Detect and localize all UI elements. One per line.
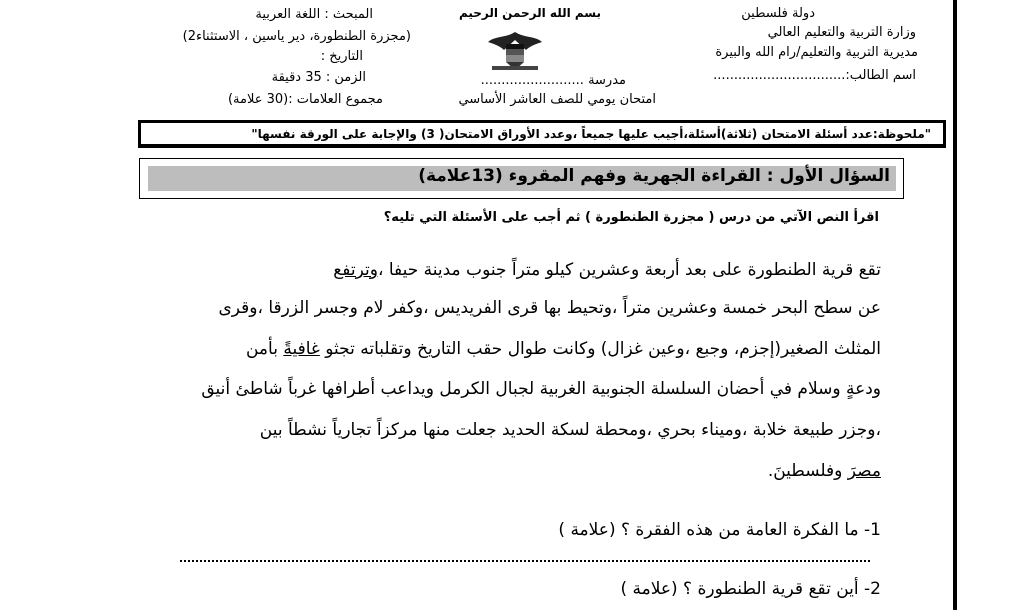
header-marks: مجموع العلامات :(30 علامة) <box>227 92 383 107</box>
paragraph-line-3-text-a: المثلث الصغير(إجزم، وجبع ،وعين غزال) وكانت طوال حقب التاريخ وتقلباته تجثو <box>319 339 881 359</box>
paragraph-line-6-text: وفلسطينَ. <box>767 461 848 481</box>
palestine-emblem-icon <box>486 28 544 74</box>
paragraph-line-1-text: تقع قرية الطنطورة على بعد أربعة وعشرين كيلو متراً جنوب مدينة حيفا ، <box>377 260 881 280</box>
header-exam: امتحان يومي للصف العاشر الأساسي <box>458 92 656 107</box>
paragraph-line-1 <box>333 260 881 280</box>
paragraph-line-2: عن سطح البحر خمسة وعشرين متراً ،وتحيط بها قرى الفريديس ،وكفر لام وجسر الزرقا ،وقرى <box>218 298 881 318</box>
paragraph-line-3 <box>246 339 881 359</box>
paragraph-line-6 <box>768 461 881 481</box>
header-time: الزمن : 35 دقيقة <box>271 70 366 85</box>
question-item-1: 1- ما الفكرة العامة من هذه الفقرة ؟ (علامة ) <box>558 520 881 540</box>
underlined-word-ghafiya: غافيةً <box>283 339 320 359</box>
page-border-line <box>953 0 957 610</box>
header-basmala: بسم الله الرحمن الرحيم <box>458 6 602 20</box>
question1-title: السؤال الأول : القراءة الجهرية وفهم المقروء (13علامة) <box>418 166 890 186</box>
exam-note-box <box>138 120 946 148</box>
header-unit: (مجزرة الطنطورة، دير ياسين ، الاستثناء2) <box>182 29 411 44</box>
exam-note: "ملحوظة:عدد أسئلة الامتحان (ثلاثة)أسئلة،أجيب عليها جميعاً ،وعدد الأوراق الامتحان( 3) والإجابة على الورقة نفسها" <box>251 127 931 141</box>
paragraph-line-5: ،وجزر طبيعة خلابة ،وميناء بحري ،ومحطة لسكة الحديد جعلت منها مركزاً تجارياً نشطاً بين <box>259 420 881 440</box>
question-item-2: 2- أين تقع قرية الطنطورة ؟ (علامة ) <box>620 579 881 599</box>
header-ministry: وزارة التربية والتعليم العالي <box>767 25 916 40</box>
header-student-name: اسم الطالب:................................ <box>713 68 916 83</box>
paragraph-line-3-text-c: بأمن <box>245 339 284 359</box>
answer-dotted-line[interactable] <box>180 560 870 562</box>
question1-title-band <box>148 166 896 191</box>
header-state: دولة فلسطين <box>741 6 815 21</box>
underlined-word-misr: مصرَ <box>847 461 881 481</box>
header-directorate: مديرية التربية والتعليم/رام الله والبيرة <box>715 45 918 60</box>
header-school: مدرسة ......................... <box>480 73 626 88</box>
header-date: التاريخ : <box>320 49 363 64</box>
question1-title-box <box>139 158 904 199</box>
underlined-word-tartafi: وترتفع <box>333 260 378 280</box>
question1-instruction: اقرأ النص الآتي من درس ( مجزرة الطنطورة ) ثم أجب على الأسئلة التي تليه؟ <box>383 210 879 225</box>
header-subject: المبحث : اللغة العربية <box>255 7 373 22</box>
paragraph-line-4: ودعةٍ وسلام في أحضان السلسلة الجنوبية الغربية لجبال الكرمل ويداعب أطرافها غرباً شاطئ أنيق <box>201 379 881 399</box>
